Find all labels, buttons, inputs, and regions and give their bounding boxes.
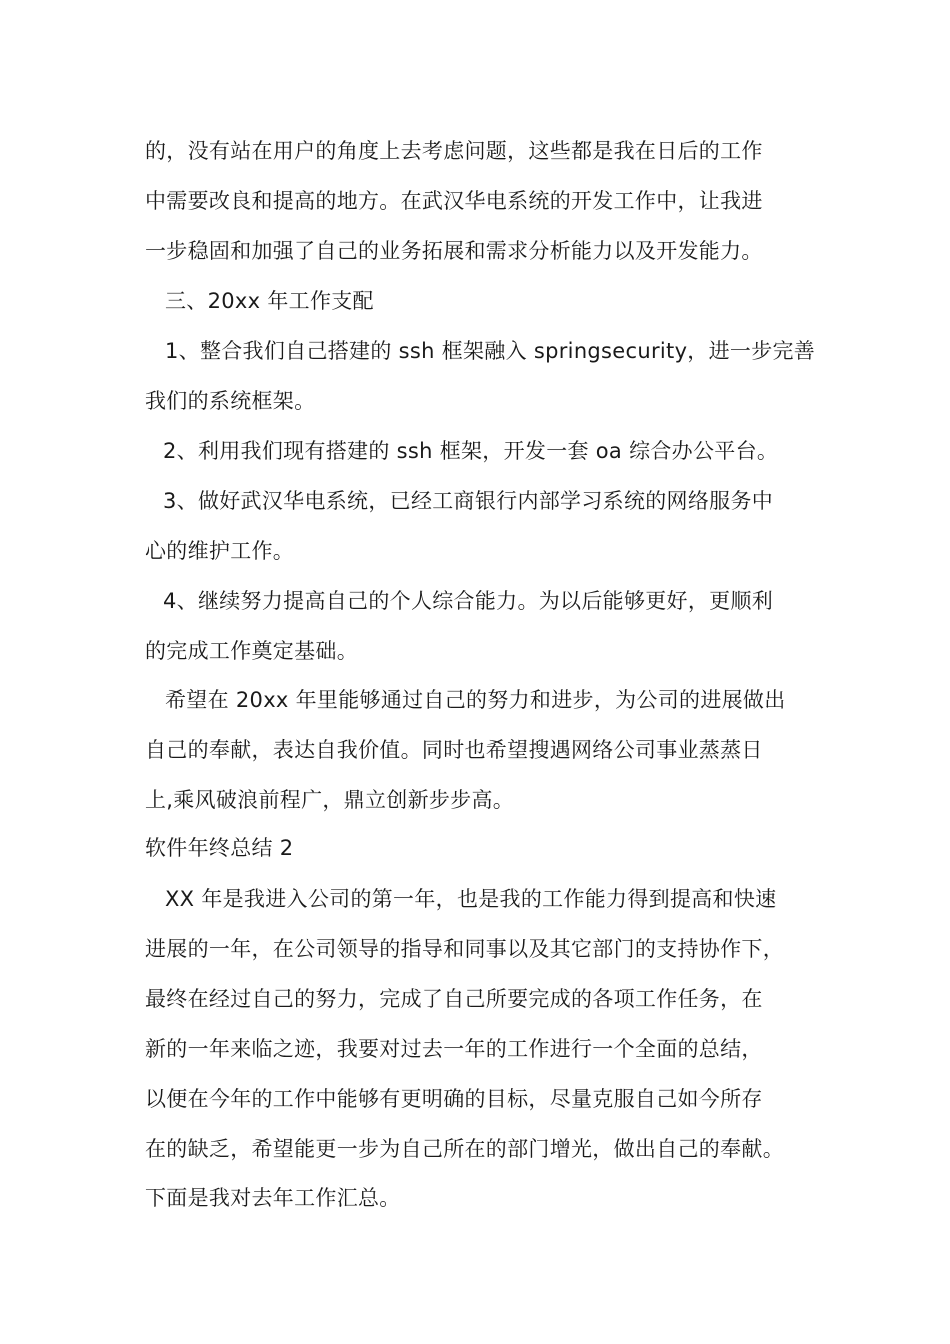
paragraph-line: 最终在经过自己的努力，完成了自己所要完成的各项工作任务，在	[145, 987, 763, 1011]
paragraph-line: 的，没有站在用户的角度上去考虑问题，这些都是我在日后的工作	[145, 139, 763, 163]
list-item: 1、整合我们自己搭建的 ssh 框架融入 springsecurity，进一步完善	[165, 339, 816, 363]
paragraph-line: 我们的系统框架。	[145, 389, 316, 413]
paragraph-line: 新的一年来临之迹，我要对过去一年的工作进行一个全面的总结，	[145, 1037, 763, 1061]
paragraph-line: XX 年是我进入公司的第一年，也是我的工作能力得到提高和快速	[165, 887, 777, 911]
paragraph-line: 的完成工作奠定基础。	[145, 639, 358, 663]
paragraph-line: 下面是我对去年工作汇总。	[145, 1186, 401, 1210]
paragraph-line: 进展的一年，在公司领导的指导和同事以及其它部门的支持协作下，	[145, 937, 784, 961]
paragraph-line: 一步稳固和加强了自己的业务拓展和需求分析能力以及开发能力。	[145, 239, 763, 263]
paragraph-line: 以便在今年的工作中能够有更明确的目标，尽量克服自己如今所存	[145, 1087, 763, 1111]
section-heading: 三、20xx 年工作支配	[165, 289, 374, 313]
list-item: 2、利用我们现有搭建的 ssh 框架，开发一套 oa 综合办公平台。	[163, 439, 779, 463]
paragraph-line: 希望在 20xx 年里能够通过自己的努力和进步，为公司的进展做出	[165, 688, 786, 712]
paragraph-line: 中需要改良和提高的地方。在武汉华电系统的开发工作中，让我进	[145, 189, 763, 213]
list-item: 4、继续努力提高自己的个人综合能力。为以后能够更好，更顺利	[163, 589, 774, 613]
section-title: 软件年终总结 2	[145, 836, 294, 860]
paragraph-line: 在的缺乏，希望能更一步为自己所在的部门增光，做出自己的奉献。	[145, 1137, 784, 1161]
paragraph-line: 心的维护工作。	[145, 539, 295, 563]
list-item: 3、做好武汉华电系统，已经工商银行内部学习系统的网络服务中	[163, 489, 774, 513]
paragraph-line: 自己的奉献，表达自我价值。同时也希望搜遇网络公司事业蒸蒸日	[145, 738, 763, 762]
paragraph-line: 上,乘风破浪前程广，鼎立创新步步高。	[145, 788, 515, 812]
